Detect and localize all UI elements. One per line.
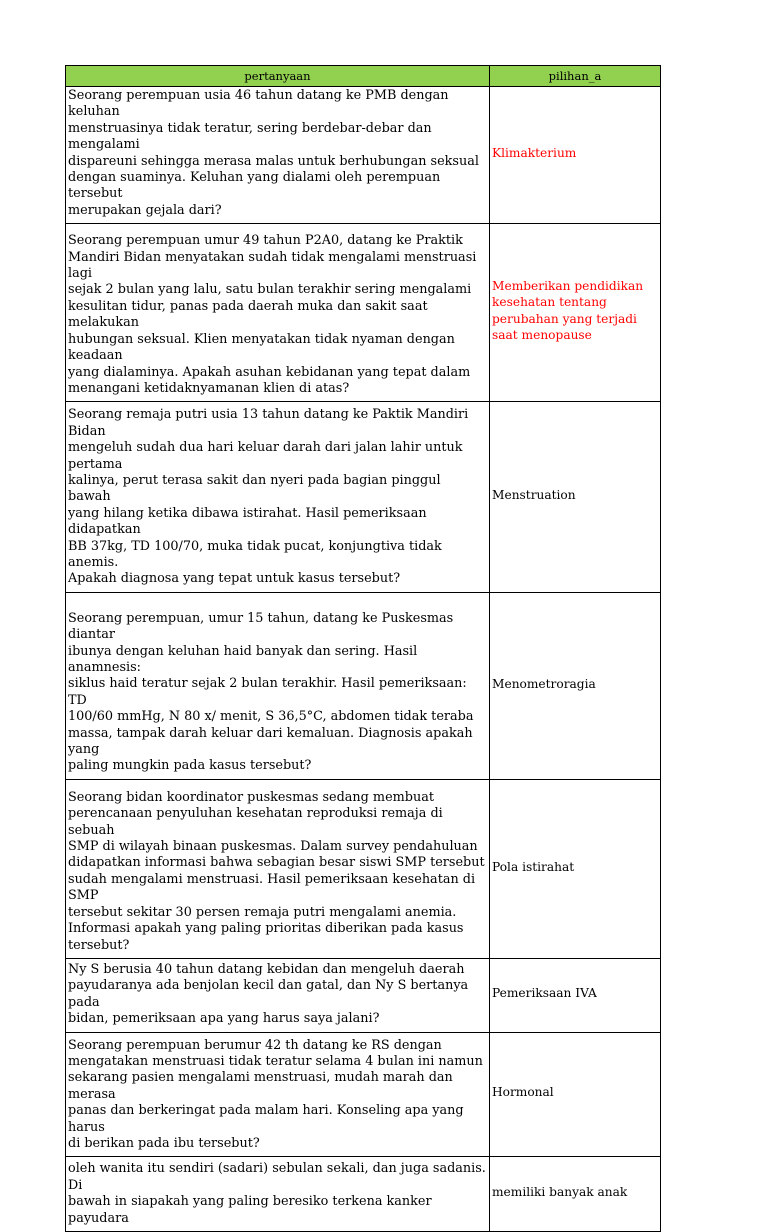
table-row — [66, 592, 661, 779]
table-row — [66, 87, 661, 224]
question-line: hubungan seksual. Klien menyatakan tidak nyaman dengan keadaan — [68, 331, 455, 364]
question-line: perencanaan penyuluhan kesehatan reproduksi remaja di sebuah — [68, 806, 443, 838]
question-cell[interactable] — [66, 958, 490, 1032]
question-table — [65, 65, 661, 1232]
question-line: sejak 2 bulan yang lalu, satu bulan terakhir sering mengalami — [68, 282, 472, 298]
answer-cell[interactable]: memiliki banyak anak — [490, 1157, 661, 1232]
question-cell[interactable] — [66, 1157, 490, 1232]
question-line: oleh wanita itu sendiri (sadari) sebulan sekali, dan juga sadanis. Di — [68, 1161, 486, 1193]
question-line: dispareuni sehingga merasa malas untuk berhubungan seksual — [68, 153, 479, 169]
question-line: Seorang remaja putri usia 13 tahun datang ke Paktik Mandiri Bidan — [68, 407, 469, 439]
question-line: 100/60 mmHg, N 80 x/ menit, S 36,5°C, abdomen tidak teraba — [68, 709, 474, 725]
question-line: kesulitan tidur, panas pada daerah muka dan sakit saat melakukan — [68, 298, 428, 331]
answer-cell[interactable]: Pola istirahat — [490, 779, 661, 958]
answer-cell[interactable]: Menstruation — [490, 402, 661, 592]
answer-cell[interactable]: Hormonal — [490, 1032, 661, 1157]
question-cell[interactable] — [66, 402, 490, 592]
question-line: bidan, pemeriksaan apa yang harus saya jalani? — [68, 1011, 380, 1027]
question-line: sekarang pasien mengalami menstruasi, mudah marah dan merasa — [68, 1070, 453, 1102]
question-line: didapatkan informasi bahwa sebagian besar siswi SMP tersebut — [68, 855, 485, 871]
question-line: Seorang perempuan berumur 42 th datang ke RS dengan — [68, 1037, 442, 1053]
question-line: Seorang perempuan usia 46 tahun datang ke PMB dengan keluhan — [68, 88, 449, 120]
question-line: mengatakan menstruasi tidak teratur selama 4 bulan ini namun — [68, 1053, 483, 1069]
question-line: menangani ketidaknyamanan klien di atas? — [68, 380, 350, 396]
question-line: mengeluh sudah dua hari keluar darah dari jalan lahir untuk pertama — [68, 440, 463, 472]
question-line: tersebut sekitar 30 persen remaja putri mengalami anemia. — [68, 904, 457, 920]
answer-cell[interactable]: Memberikan pendidikan kesehatan tentang perubahan yang terjadi saat menopause — [490, 224, 661, 402]
question-line: dengan suaminya. Keluhan yang dialami oleh perempuan tersebut — [68, 170, 441, 202]
table-row — [66, 224, 661, 402]
question-line: Seorang bidan koordinator puskesmas sedang membuat — [68, 789, 434, 805]
question-line: kalinya, perut terasa sakit dan nyeri pada bagian pinggul bawah — [68, 472, 441, 505]
table-row — [66, 1157, 661, 1232]
question-line: panas dan berkeringat pada malam hari. Konseling apa yang harus — [68, 1103, 464, 1135]
question-line: tersebut? — [68, 937, 130, 953]
question-line: massa, tampak darah keluar dari kemaluan. Diagnosis apakah yang — [68, 725, 473, 758]
question-line: Ny S berusia 40 tahun datang kebidan dan mengeluh daerah — [68, 961, 465, 977]
header-cell-answer[interactable]: pilihan_a — [490, 66, 661, 87]
question-line: merupakan gejala dari? — [68, 202, 222, 218]
question-line: payudaranya ada benjolan kecil dan gatal, dan Ny S bertanya pada — [68, 978, 469, 1010]
question-line: bawah in siapakah yang paling beresiko terkena kanker payudara — [68, 1194, 432, 1226]
answer-cell[interactable]: Klimakterium — [490, 87, 661, 224]
question-line: yang hilang ketika dibawa istirahat. Hasil pemeriksaan didapatkan — [68, 505, 427, 538]
question-line: siklus haid teratur sejak 2 bulan terakhir. Hasil pemeriksaan: TD — [68, 676, 467, 708]
question-line: sudah mengalami menstruasi. Hasil pemeriksaan kesehatan di SMP — [68, 871, 476, 904]
table-row — [66, 779, 661, 958]
question-line: paling mungkin pada kasus tersebut? — [68, 758, 312, 774]
question-line: Informasi apakah yang paling prioritas diberikan pada kasus — [68, 921, 464, 937]
table-row — [66, 402, 661, 592]
answer-cell[interactable]: Pemeriksaan IVA — [490, 958, 661, 1032]
question-cell[interactable] — [66, 87, 490, 224]
header-row — [66, 66, 661, 87]
question-line: SMP di wilayah binaan puskesmas. Dalam survey pendahuluan — [68, 839, 478, 855]
question-cell[interactable] — [66, 779, 490, 958]
table-row — [66, 1032, 661, 1157]
question-line: menstruasinya tidak teratur, sering berdebar-debar dan mengalami — [68, 120, 432, 153]
question-line: Seorang perempuan umur 49 tahun P2A0, datang ke Praktik — [68, 233, 463, 249]
question-line: Mandiri Bidan menyatakan sudah tidak mengalami menstruasi lagi — [68, 249, 477, 282]
question-line: BB 37kg, TD 100/70, muka tidak pucat, konjungtiva tidak anemis. — [68, 538, 442, 570]
question-line: yang dialaminya. Apakah asuhan kebidanan yang tepat dalam — [68, 364, 471, 380]
question-cell[interactable] — [66, 592, 490, 779]
header-cell-question[interactable]: pertanyaan — [66, 66, 490, 87]
answer-cell[interactable]: Menometroragia — [490, 592, 661, 779]
question-line: Seorang perempuan, umur 15 tahun, datang ke Puskesmas diantar — [68, 610, 454, 643]
question-cell[interactable] — [66, 1032, 490, 1157]
table-row — [66, 958, 661, 1032]
question-line: di berikan pada ibu tersebut? — [68, 1135, 260, 1151]
question-line: Apakah diagnosa yang tepat untuk kasus tersebut? — [68, 571, 401, 587]
question-cell[interactable] — [66, 224, 490, 402]
question-line: ibunya dengan keluhan haid banyak dan sering. Hasil anamnesis: — [68, 643, 418, 675]
